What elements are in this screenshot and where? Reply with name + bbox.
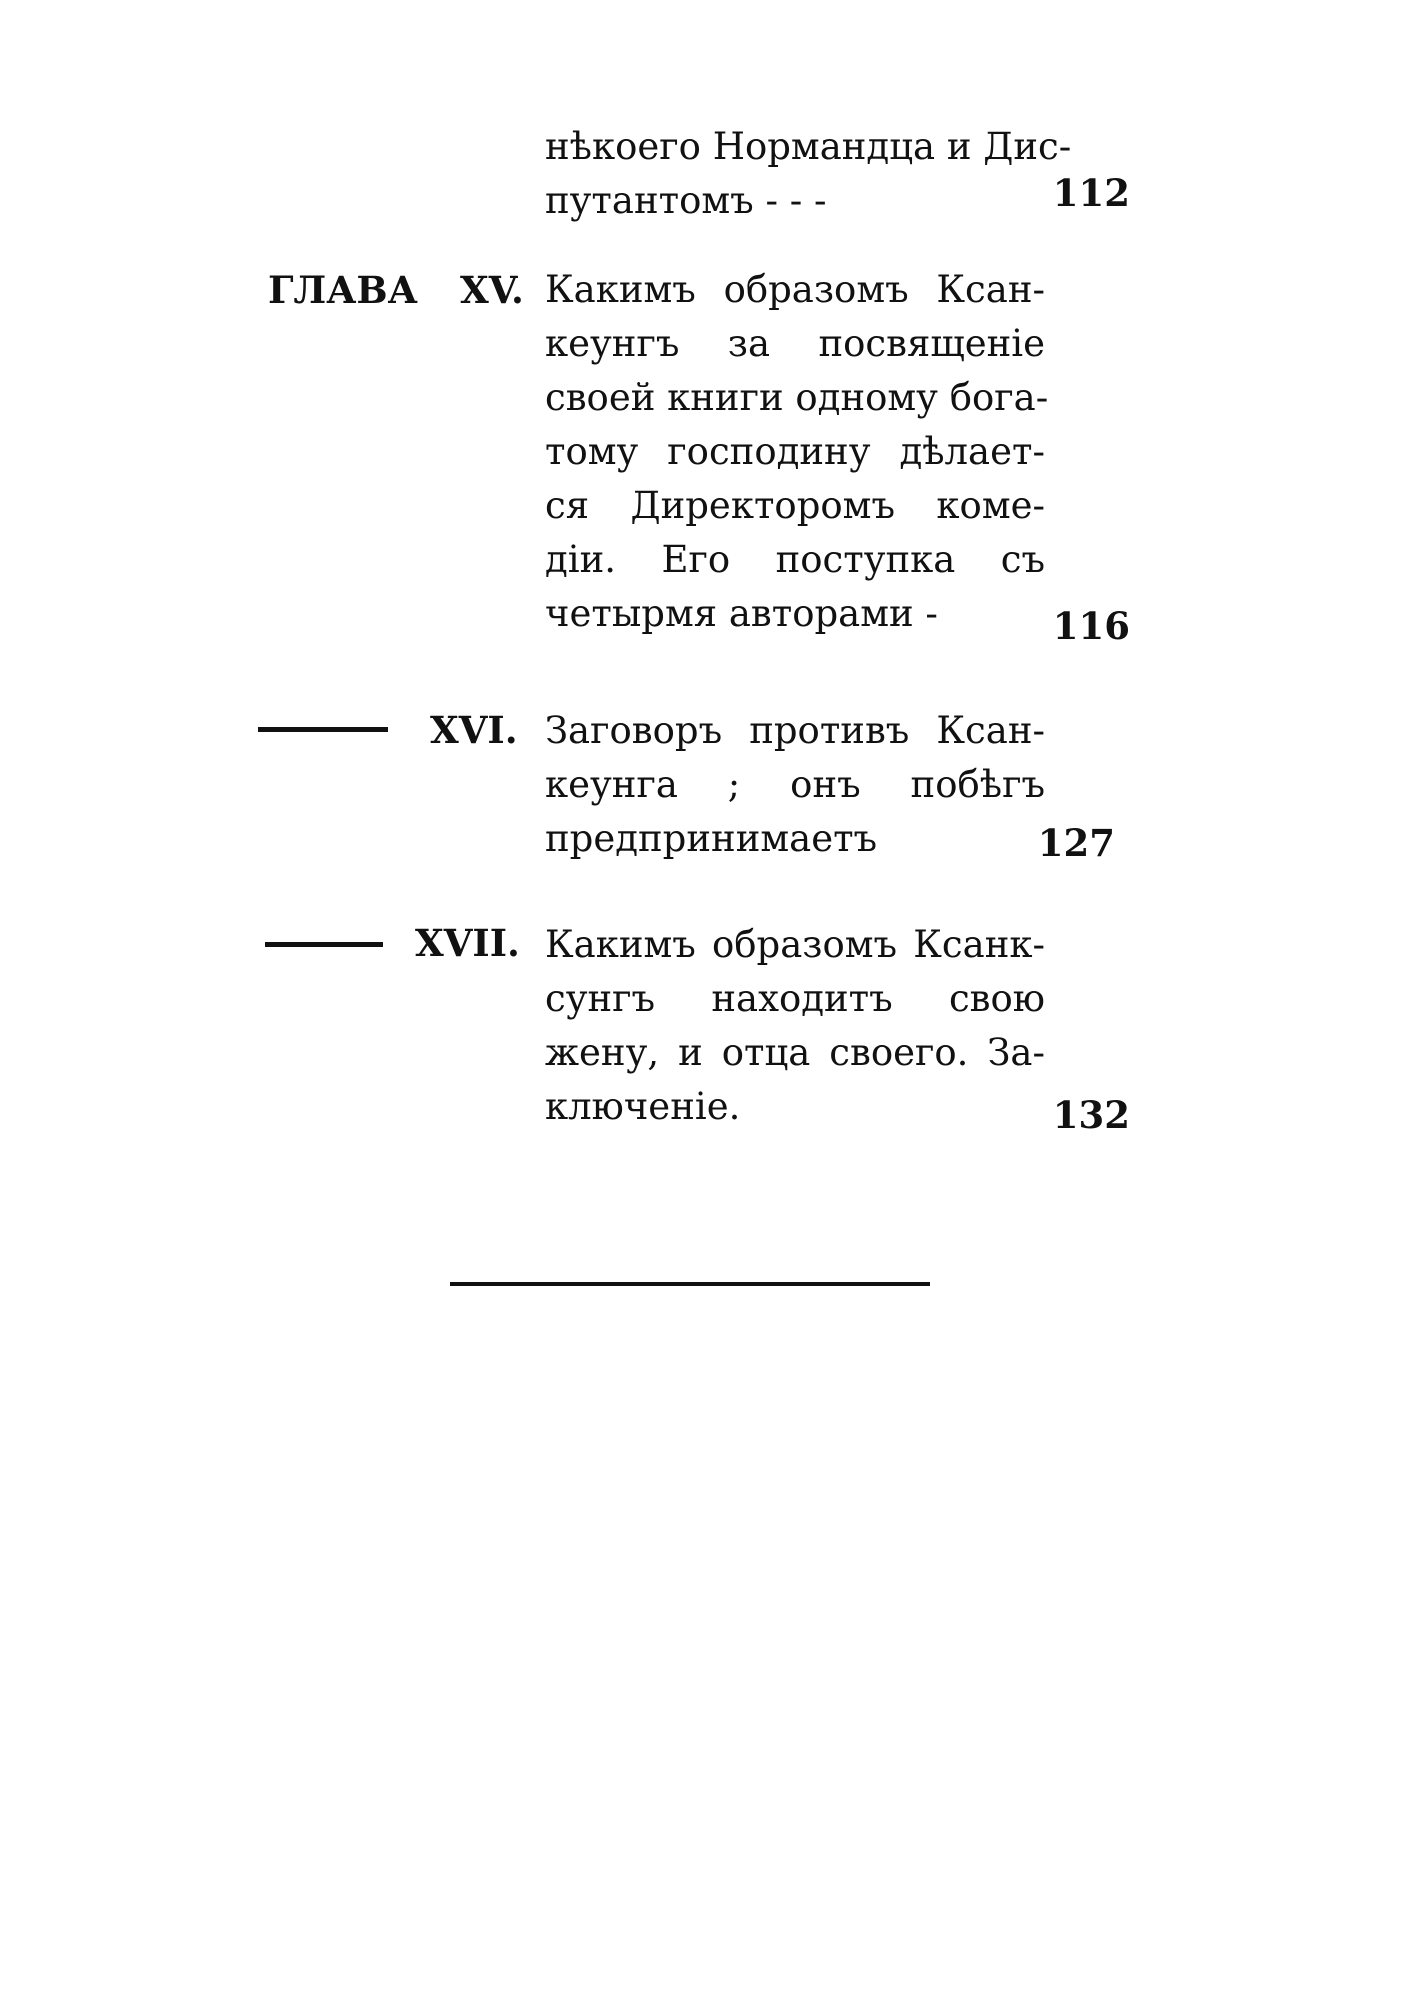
ditto-rule — [258, 727, 388, 732]
toc-line: діи. Его поступка съ — [545, 538, 1045, 581]
toc-entry-ch16 — [545, 704, 1045, 866]
chapter-number: XV. — [460, 268, 524, 312]
toc-line: Какимъ образомъ Ксан- — [545, 268, 1045, 311]
toc-line: нѣкоего Нормандца и Дис- — [545, 125, 1072, 168]
ditto-rule — [265, 942, 383, 947]
page-number: 132 — [1052, 1093, 1130, 1137]
toc-line: кеунгъ за посвященіе — [545, 322, 1045, 365]
toc-line: ся Директоромъ коме- — [545, 484, 1045, 527]
end-rule — [450, 1282, 930, 1286]
toc-line: ключеніе. — [545, 1085, 741, 1128]
chapter-number: XVI. — [430, 708, 518, 752]
toc-line: Заговоръ противъ Ксан- — [545, 709, 1045, 752]
toc-line: жену, и отца своего. За- — [545, 1031, 1045, 1074]
page-number: 116 — [1052, 604, 1130, 648]
page-number: 127 — [1037, 821, 1115, 865]
toc-line: четырмя авторами - — [545, 592, 938, 635]
toc-entry-ch15 — [545, 263, 1049, 641]
chapter-label: ГЛАВА — [268, 268, 418, 312]
toc-line: предпринимаетъ — [545, 817, 878, 860]
toc-line: Какимъ образомъ Ксанк- — [545, 923, 1045, 966]
toc-line: своей книги одному бога- — [545, 376, 1049, 419]
toc-line: путантомъ - - - — [545, 179, 827, 222]
toc-line: сунгъ находитъ свою — [545, 977, 1045, 1020]
toc-entry-ch17 — [545, 918, 1045, 1134]
toc-entry-intro — [545, 120, 1072, 228]
page-number: 112 — [1052, 171, 1130, 215]
toc-line: кеунга ; онъ побѣгъ — [545, 763, 1045, 806]
chapter-number: XVII. — [415, 921, 520, 965]
toc-line: тому господину дѣлает- — [545, 430, 1045, 473]
